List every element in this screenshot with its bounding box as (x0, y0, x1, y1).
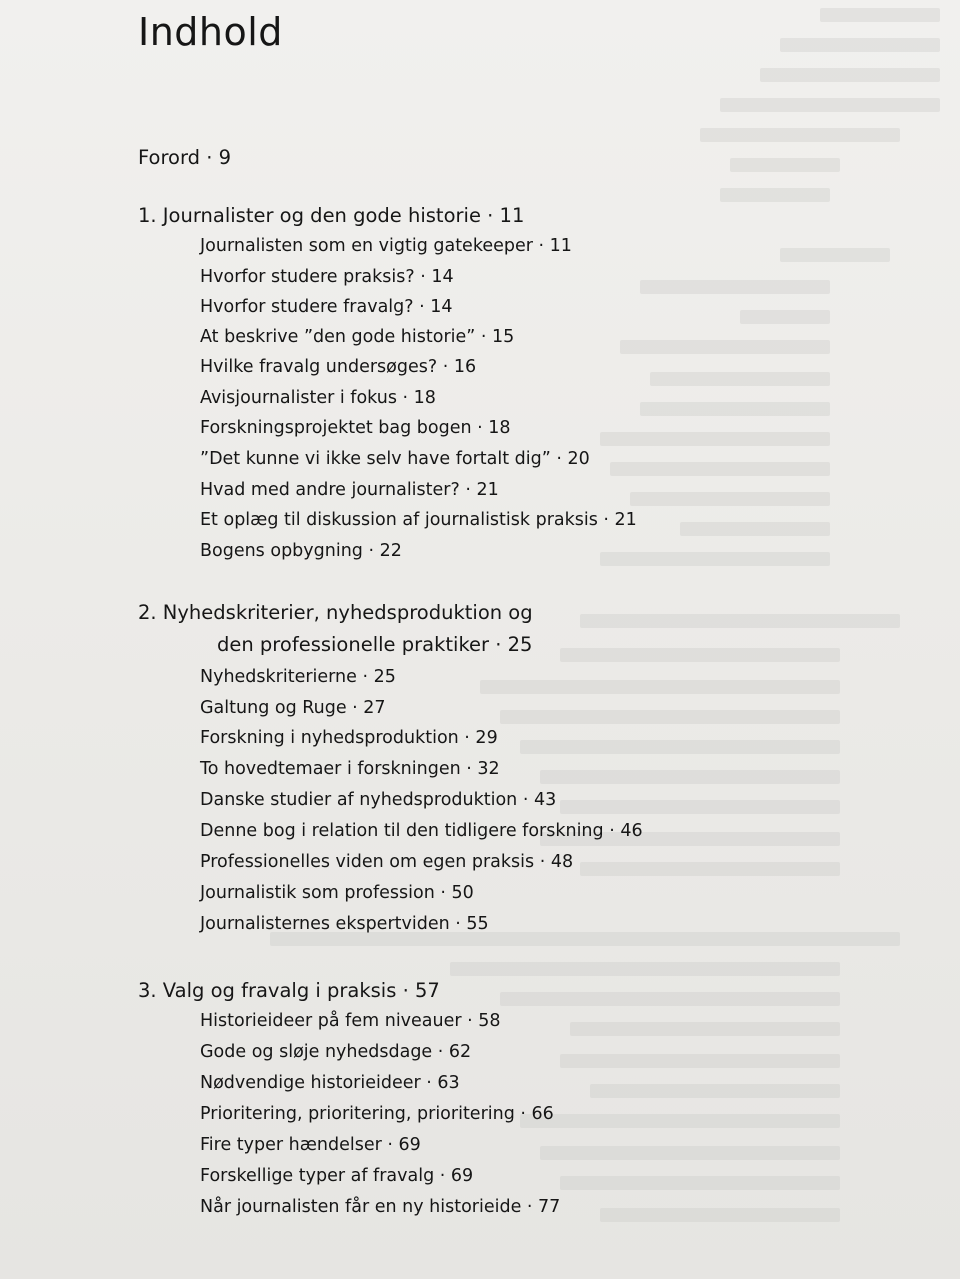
toc-item: Denne bog i relation til den tidligere forskning · 46 (200, 821, 643, 841)
toc-chapter-1-heading: 1. Journalister og den gode historie · 11 (138, 204, 525, 227)
toc-item: Bogens opbygning · 22 (200, 541, 402, 561)
toc-item: Nødvendige historieideer · 63 (200, 1073, 460, 1093)
toc-item: Journalistik som profession · 50 (200, 883, 474, 903)
toc-chapter-3-heading: 3. Valg og fravalg i praksis · 57 (138, 979, 440, 1002)
toc-item: Hvilke fravalg undersøges? · 16 (200, 357, 477, 377)
toc-item: Hvorfor studere praksis? · 14 (200, 267, 454, 287)
toc-chapter-2-heading: 2. Nyhedskriterier, nyhedsproduktion og (138, 601, 533, 624)
toc-item: Journalisternes ekspertviden · 55 (200, 914, 489, 934)
toc-item: Prioritering, prioritering, prioritering · 66 (200, 1104, 554, 1124)
toc-item: Forskningsprojektet bag bogen · 18 (200, 418, 511, 438)
toc-forord: Forord · 9 (138, 146, 232, 169)
toc-item: Forskning i nyhedsproduktion · 29 (200, 728, 498, 748)
toc-item: To hovedtemaer i forskningen · 32 (200, 759, 500, 779)
toc-item: Forskellige typer af fravalg · 69 (200, 1166, 474, 1186)
toc-item: Galtung og Ruge · 27 (200, 698, 386, 718)
toc-item: Professionelles viden om egen praksis · 48 (200, 852, 574, 872)
toc-chapter-2-heading-cont: den professionelle praktiker · 25 (217, 633, 533, 656)
toc-item: Gode og sløje nyhedsdage · 62 (200, 1042, 472, 1062)
toc-item: Avisjournalister i fokus · 18 (200, 388, 436, 408)
toc-item: Historieideer på fem niveauer · 58 (200, 1011, 501, 1031)
toc-item: Hvorfor studere fravalg? · 14 (200, 297, 453, 317)
toc-item: Danske studier af nyhedsproduktion · 43 (200, 790, 557, 810)
toc-item: Nyhedskriterierne · 25 (200, 667, 396, 687)
page-title: Indhold (138, 10, 283, 54)
toc-item: At beskrive ”den gode historie” · 15 (200, 327, 515, 347)
toc-item: Fire typer hændelser · 69 (200, 1135, 421, 1155)
toc-item: Et oplæg til diskussion af journalistisk praksis · 21 (200, 510, 637, 530)
toc-item: ”Det kunne vi ikke selv have fortalt dig” · 20 (200, 449, 590, 469)
toc-item: Hvad med andre journalister? · 21 (200, 480, 499, 500)
toc-item: Journalisten som en vigtig gatekeeper · 11 (200, 236, 572, 256)
toc-item: Når journalisten får en ny historieide · 77 (200, 1197, 561, 1217)
